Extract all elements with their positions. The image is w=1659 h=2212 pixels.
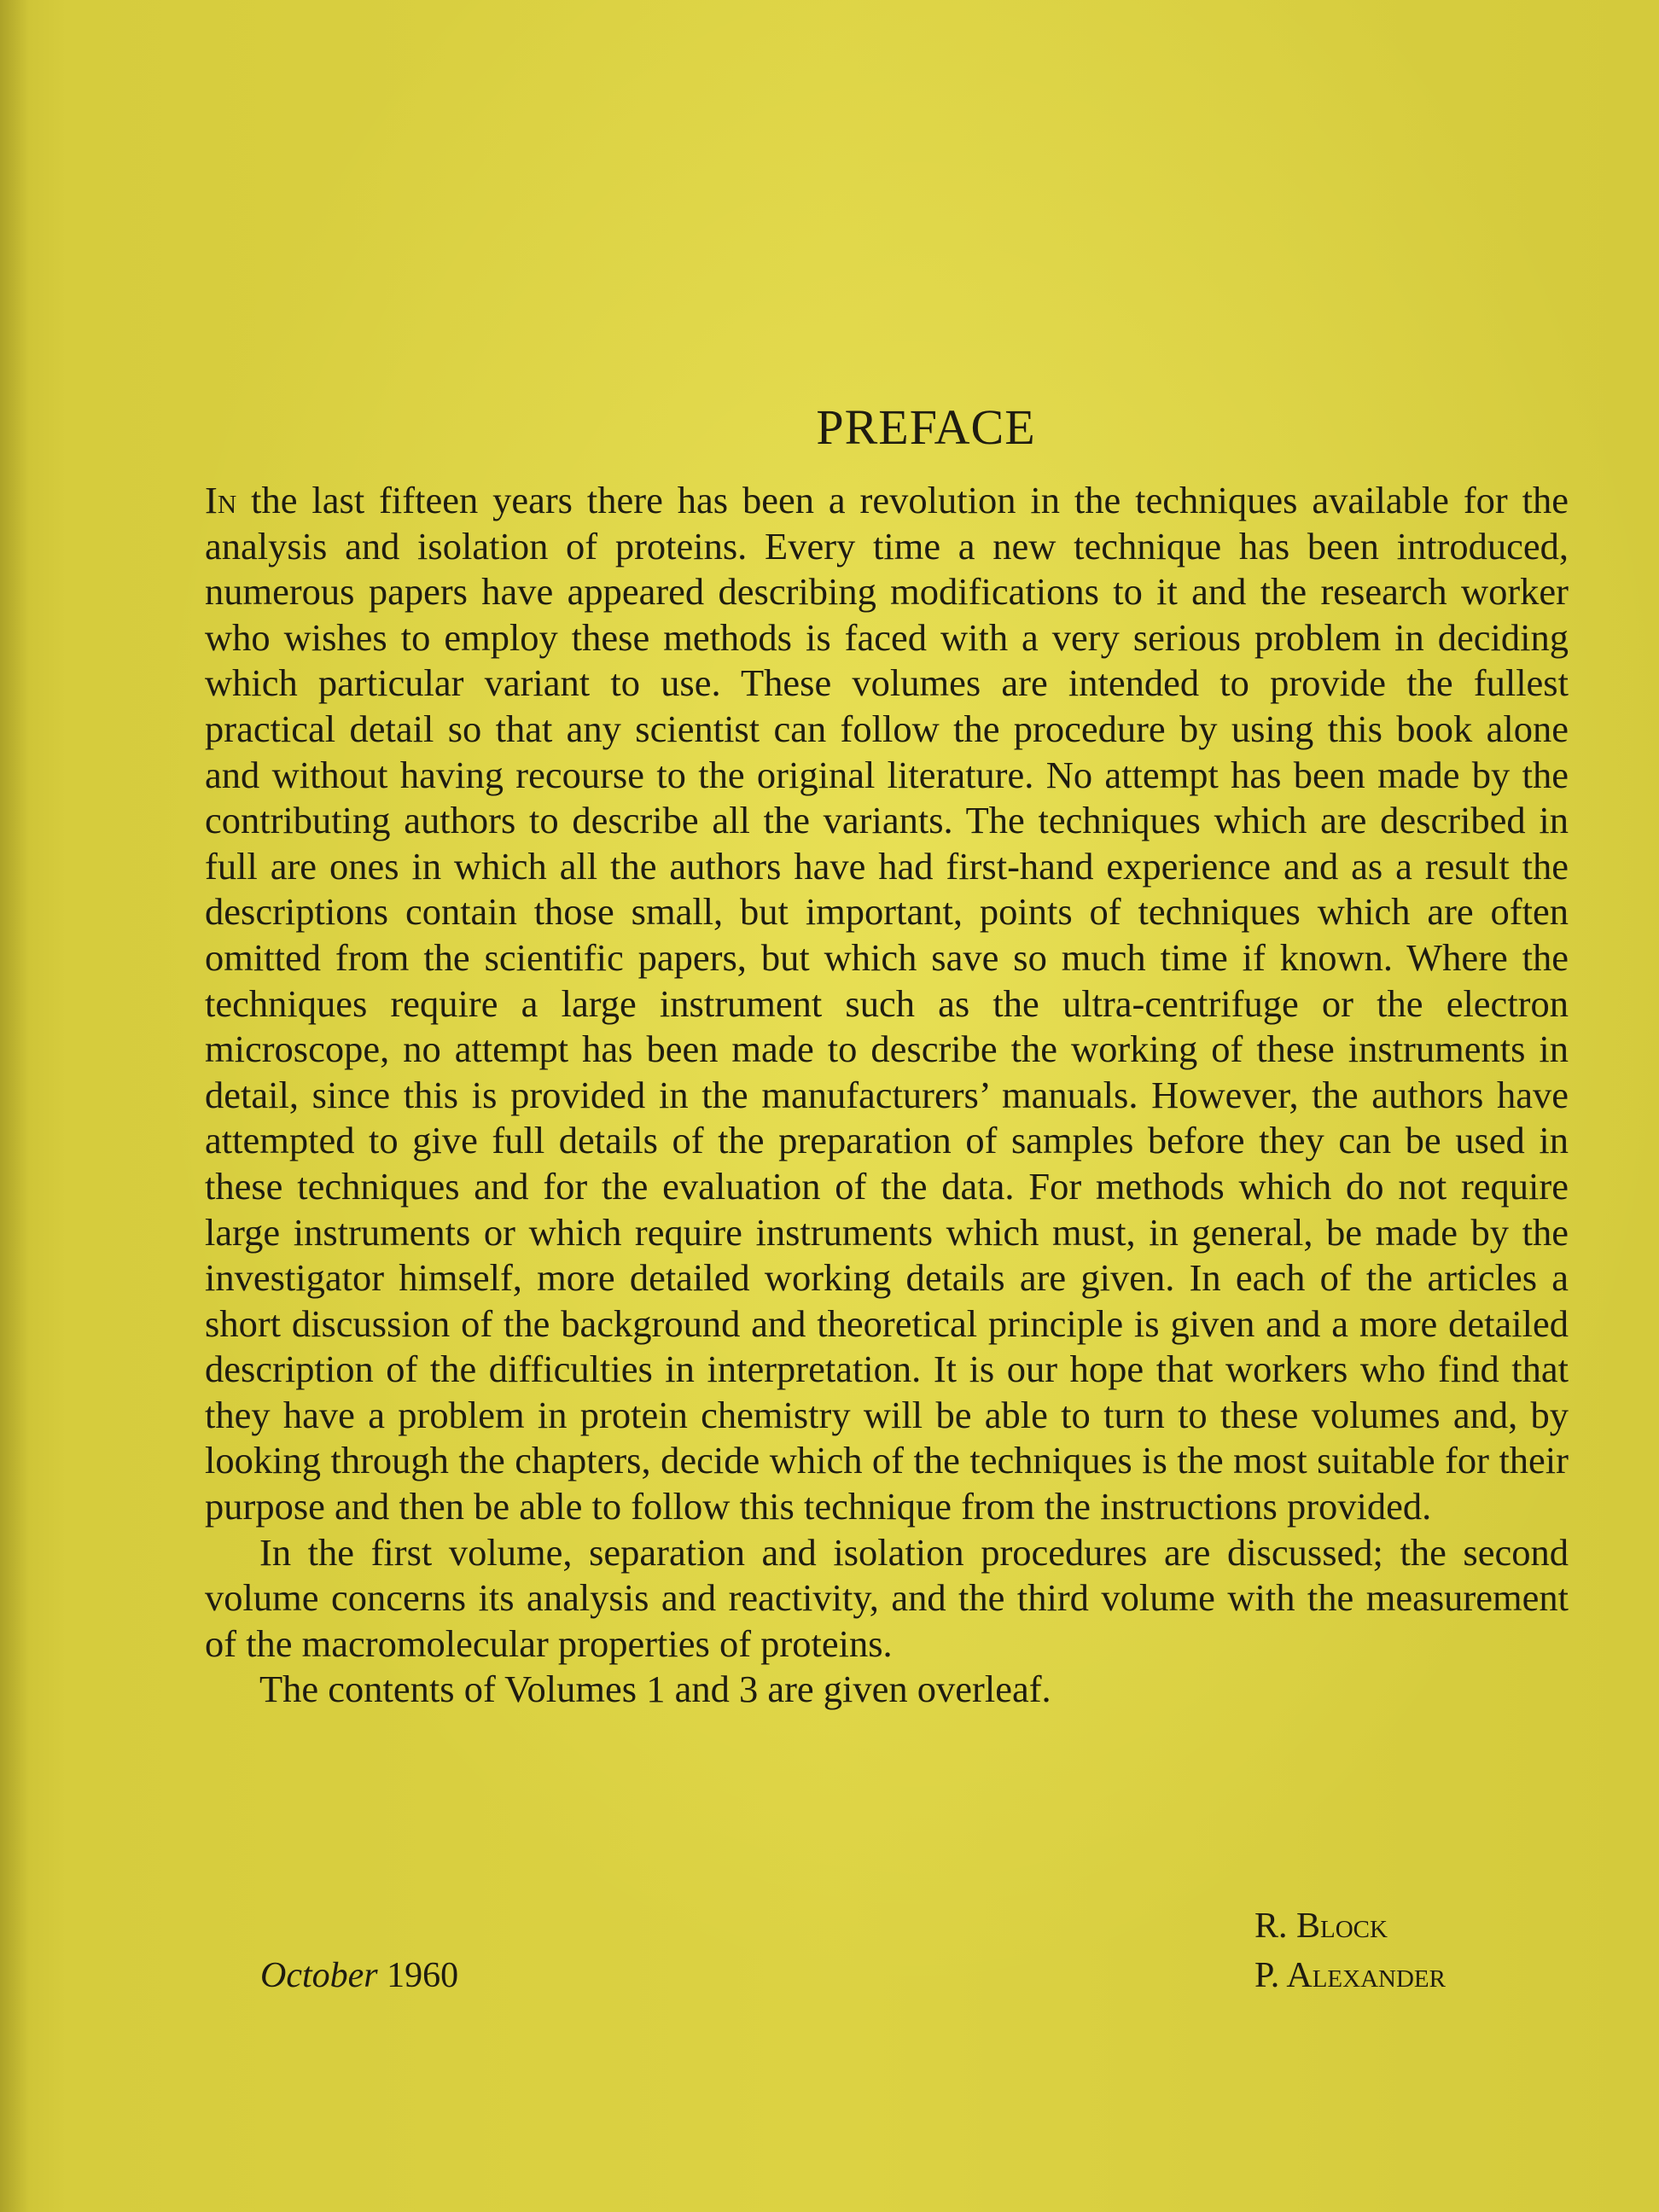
preface-paragraph-1 <box>205 478 1569 1530</box>
date-month: October <box>260 1956 378 1995</box>
paragraph-lead-word: In <box>205 479 237 521</box>
preface-date <box>260 1951 458 2000</box>
signatories <box>1254 1901 1446 2000</box>
page-title: PREFACE <box>816 399 1036 455</box>
preface-paragraph-2: In the first volume, separation and isolation procedures are discussed; the second volume concerns its analysis and reactivity, and the third volume with the measurement of the macromolecular properties of proteins. <box>205 1530 1569 1665</box>
signatory-1: R. Block <box>1254 1906 1388 1946</box>
page-edge-shadow <box>0 0 29 2212</box>
paragraph-text: the last fifteen years there has been a revolution in the techniques available for the analysis and isolation of proteins. Every time a new technique has been introduced, numerous papers have appeared describing modifications to it and the research worker who wishes to employ these methods is faced with a very serious problem in deciding which particular variant to use. These volumes are intended to provide the fullest practical detail so that any scientist can follow the procedure by using this book alone and without having recourse to the original literature. No attempt has been made by the contributing authors to describe all the variants. The techniques which are described in full are ones in which all the authors have had first-hand experience and as a result the descriptions contain those small, but important, points of techniques which are often omitted from the scientific papers, but which save so much time if known. Where the techniques require a large instrument such as the ultra-centrifuge or the electron microscope, no attempt has been made to describe the working of these instruments in detail, since this is provided in the manufacturers’ manuals. However, the authors have attempted to give full details of the preparation of samples before they can be used in these techniques and for the evaluation of the data. For methods which do not require large instruments or which require instruments which must, in general, be made by the investigator himself, more detailed working details are given. In each of the articles a short discussion of the background and theoretical principle is given and a more detailed description of the difficulties in interpretation. It is our hope that workers who find that they have a problem in protein chemistry will be able to turn to these volumes and, by looking through the chapters, decide which of the techniques is the most suitable for their purpose and then be able to follow this technique from the instructions provided. <box>205 479 1569 1528</box>
preface-paragraph-3: The contents of Volumes 1 and 3 are given overleaf. <box>259 1668 1051 1711</box>
signatory-2: P. Alexander <box>1254 1956 1446 1995</box>
date-year: 1960 <box>387 1956 459 1995</box>
preface-body <box>205 478 1569 1713</box>
